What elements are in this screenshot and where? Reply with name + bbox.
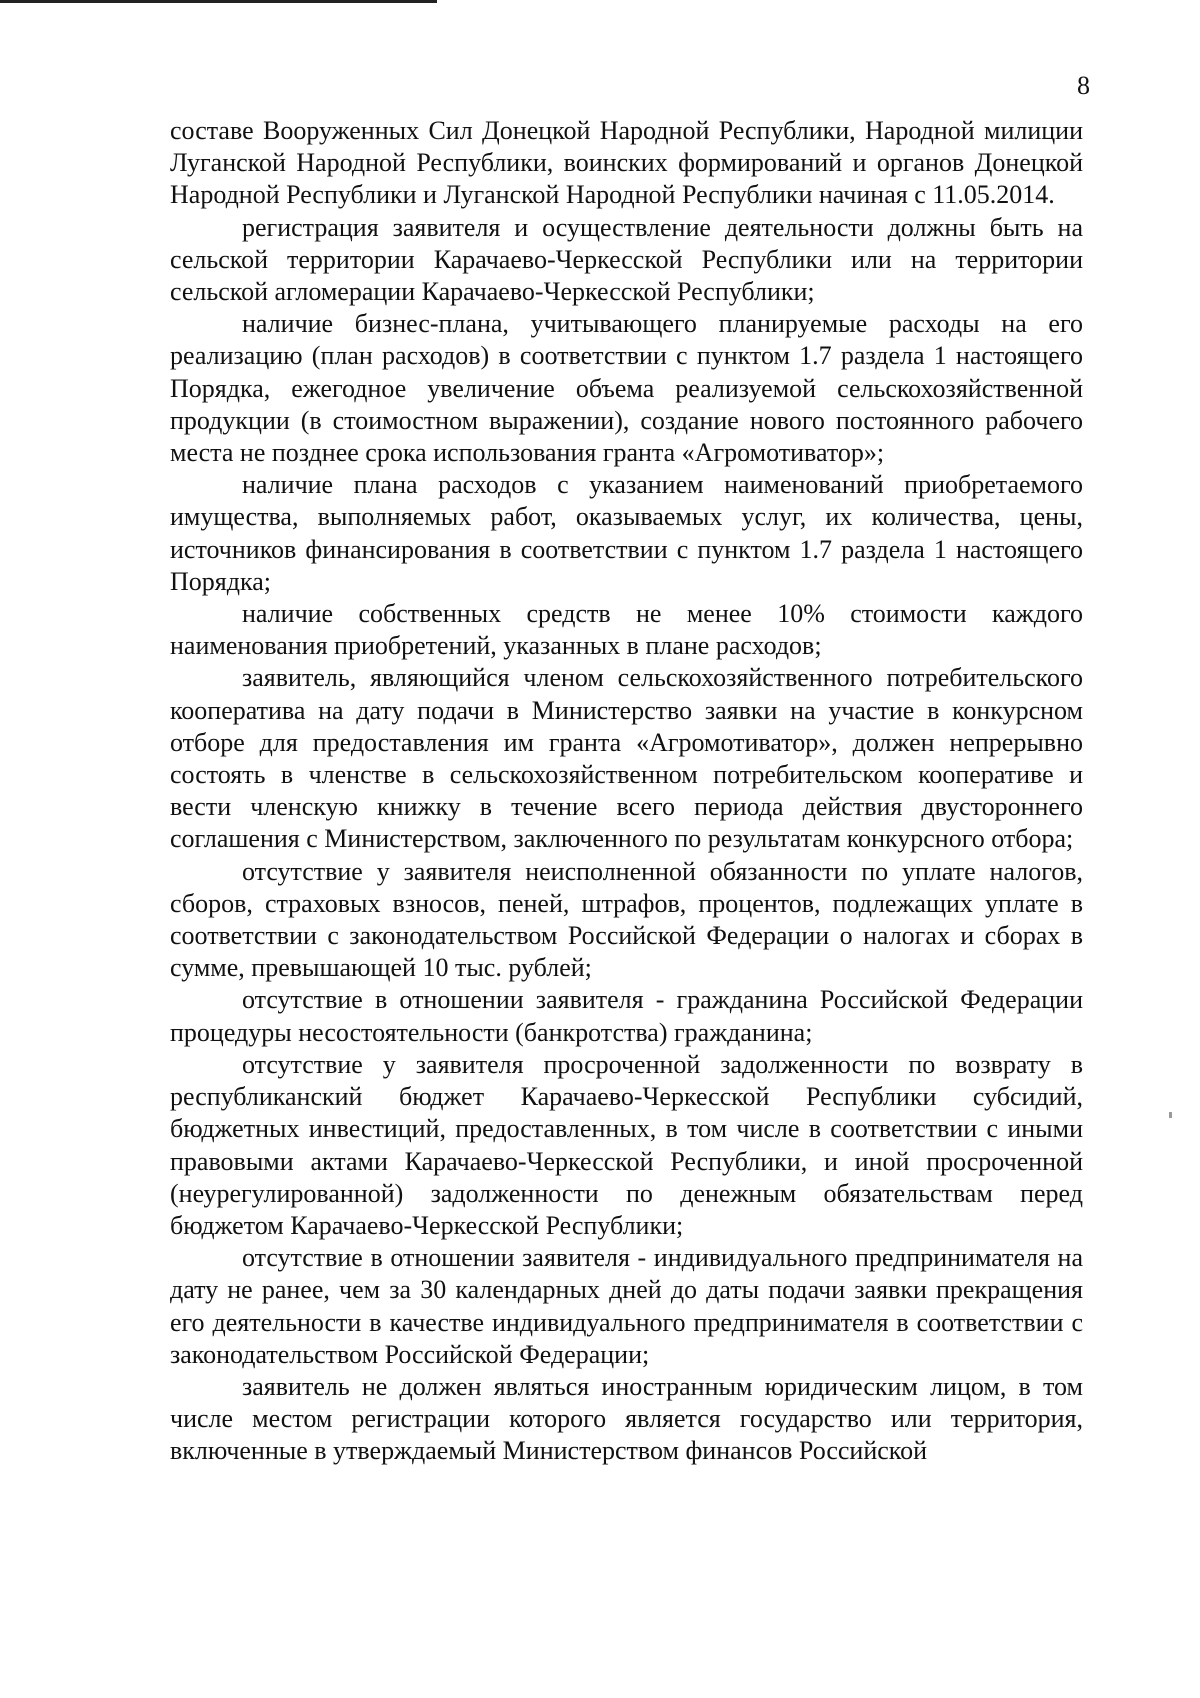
paragraph: отсутствие в отношении заявителя - гражданина Российской Федерации процедуры несостоятельности (банкротства) гражданина; [170,985,1083,1047]
paragraph: заявитель не должен являться иностранным юридическим лицом, в том числе местом регистрации которого является государство или территория, включенные в утверждаемый Министерством финансов Российской [170,1371,1083,1466]
page-text [170,115,1083,1468]
paragraph: отсутствие в отношении заявителя - индивидуального предпринимателя на дату не ранее, чем за 30 календарных дней до даты подачи заявки прекращения его деятельности в качестве индивидуального предпринимателя в соответствии с законодательством Российской Федерации; [170,1243,1083,1369]
paragraph: заявитель, являющийся членом сельскохозяйственного потребительского кооператива на дату подачи в Министерство заявки на участие в конкурсном отборе для предоставления им гранта «Агромотиватор», должен непрерывно состоять в членстве в сельскохозяйственном потребительском кооперативе и вести членскую книжку в течение всего периода действия двустороннего соглашения с Министерством, заключенного по результатам конкурсного отбора; [170,663,1083,854]
paragraph: наличие бизнес-плана, учитывающего планируемые расходы на его реализацию (план расходов) в соответствии с пунктом 1.7 раздела 1 настоящего Порядка, ежегодное увеличение объема реализуемой сельскохозяйственной продукции (в стоимостном выражении), создание нового постоянного рабочего места не позднее срока использования гранта «Агромотиватор»; [170,309,1083,468]
paragraph: отсутствие у заявителя просроченной задолженности по возврату в республиканский бюджет Карачаево-Черкесской Республики субсидий, бюджетных инвестиций, предоставленных, в том числе в соответствии с иными правовыми актами Карачаево-Черкесской Республики, и иной просроченной (неурегулированной) задолженности по денежным обязательствам перед бюджетом Карачаево-Черкесской Республики; [170,1049,1083,1240]
paragraph: регистрация заявителя и осуществление деятельности должны быть на сельской территории Карачаево-Черкесской Республики или на территории сельской агломерации Карачаево-Черкесской Республики; [170,212,1083,307]
paragraph: наличие плана расходов с указанием наименований приобретаемого имущества, выполняемых работ, оказываемых услуг, их количества, цены, источников финансирования в соответствии с пунктом 1.7 раздела 1 настоящего Порядка; [170,470,1083,596]
paragraph-continuation: составе Вооруженных Сил Донецкой Народной Республики, Народной милиции Луганской Народной Республики, воинских формирований и органов Донецкой Народной Республики и Луганской Народной Республики начиная с 11.05.2014. [170,116,1083,210]
page-number: 8 [1077,71,1090,100]
paragraph: отсутствие у заявителя неисполненной обязанности по уплате налогов, сборов, страховых взносов, пеней, штрафов, процентов, подлежащих уплате в соответствии с законодательством Российской Федерации о налогах и сборах в сумме, превышающей 10 тыс. рублей; [170,856,1083,983]
scan-edge-mark [1169,1112,1172,1118]
top-rule [0,0,437,3]
paragraph: наличие собственных средств не менее 10% стоимости каждого наименования приобретений, указанных в плане расходов; [170,599,1083,661]
